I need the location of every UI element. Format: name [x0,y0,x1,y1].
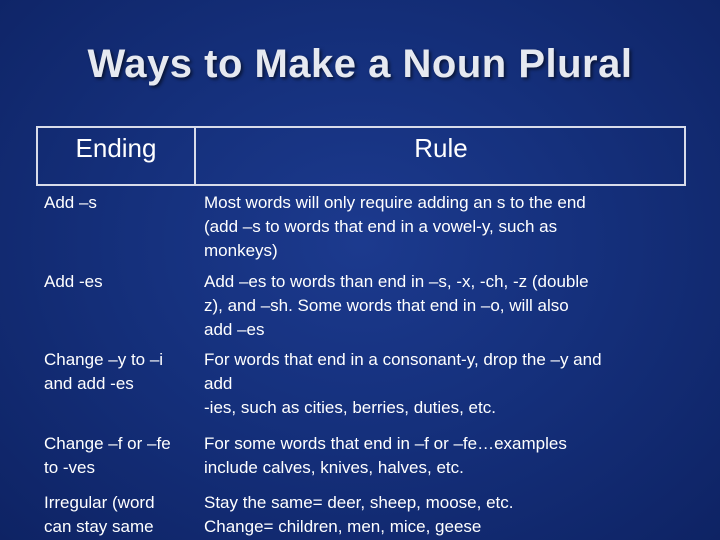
row-4-ending: Change –f or –fe to -ves [44,434,171,477]
row-3-rule: For words that end in a consonant-y, drop the –y and add -ies, such as cities, berries, duties, etc. [204,350,602,417]
row-2-rule: Add –es to words than end in –s, -x, -ch, -z (double z), and –sh. Some words that end in –o, will also add –es [204,272,589,339]
row-5-ending: Irregular (word can stay same [44,493,155,536]
row-3-ending: Change –y to –i and add -es [44,350,164,393]
row-2-ending: Add -es [44,272,103,291]
row-5-rule: Stay the same= deer, sheep, moose, etc. Change= children, men, mice, geese [204,493,514,536]
row-1-ending: Add –s [44,193,97,212]
header-rule: Rule [414,133,468,163]
row-1-rule: Most words will only require adding an s to the end (add –s to words that end in a vowel-y, such as monkeys) [204,193,586,260]
header-ending: Ending [75,133,157,163]
slide-title: Ways to Make a Noun Plural [87,42,633,86]
row-4-rule: For some words that end in –f or –fe…examples include calves, knives, halves, etc. [204,434,567,477]
